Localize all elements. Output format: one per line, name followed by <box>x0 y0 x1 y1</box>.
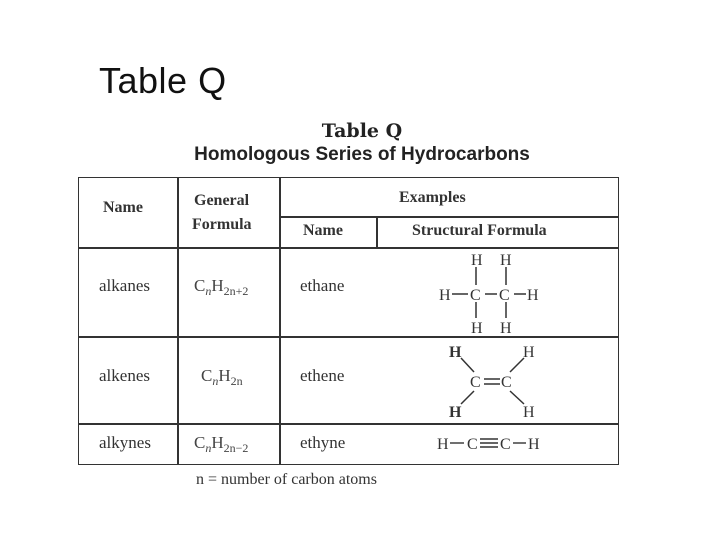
col-divider-2 <box>279 178 281 464</box>
series-name-alkenes: alkenes <box>99 366 150 385</box>
header-example-name: Name <box>303 222 343 239</box>
ethyne-structure <box>434 431 546 455</box>
atom-c: C <box>467 436 478 453</box>
series-name-alkanes: alkanes <box>99 276 150 295</box>
atom-h: H <box>471 320 483 334</box>
general-formula-alkynes: $C_nH_{2n-2}$ <box>194 433 249 455</box>
atom-c: C <box>470 374 481 391</box>
atom-h: H <box>449 404 462 421</box>
general-formula-alkenes: $C_nH_{2n}$ <box>201 366 243 388</box>
header-general-line1: General <box>194 192 250 209</box>
atom-c: C <box>499 287 510 304</box>
col-divider-3 <box>376 216 378 248</box>
atom-h: H <box>449 344 462 361</box>
row-divider-1 <box>79 336 618 338</box>
header-general-line2: Formula <box>192 216 252 233</box>
ethene-structure <box>444 341 544 421</box>
header-examples: Examples <box>399 189 466 206</box>
table-caption: Table Q <box>321 120 403 142</box>
general-formula-alkanes: $C_nH_{2n+2}$ <box>194 276 249 298</box>
atom-h: H <box>528 436 540 453</box>
table-subtitle: Homologous Series of Hydrocarbons <box>194 144 530 165</box>
ethane-structure <box>434 250 544 334</box>
atom-h: H <box>471 252 483 269</box>
example-ethene: ethene <box>300 366 345 385</box>
row-divider-2 <box>79 423 618 425</box>
example-ethyne: ethyne <box>300 433 346 452</box>
example-ethane: ethane <box>300 276 345 295</box>
col-divider-1 <box>177 178 179 464</box>
atom-h: H <box>527 287 539 304</box>
atom-c: C <box>500 436 511 453</box>
table-footnote: n = number of carbon atoms <box>196 471 377 488</box>
atom-h: H <box>523 344 535 361</box>
header-structural-formula: Structural Formula <box>412 222 547 239</box>
slide-title: Table Q <box>99 60 227 101</box>
header-name: Name <box>103 199 143 216</box>
atom-h: H <box>437 436 449 453</box>
atom-h: H <box>523 404 535 421</box>
atom-c: C <box>501 374 512 391</box>
atom-h: H <box>500 252 512 269</box>
atom-h: H <box>439 287 451 304</box>
series-name-alkynes: alkynes <box>99 433 151 452</box>
header-divider-examples <box>279 216 618 218</box>
atom-c: C <box>470 287 481 304</box>
hydrocarbon-table <box>78 177 619 465</box>
row-divider-header <box>79 247 618 249</box>
atom-h: H <box>500 320 512 334</box>
